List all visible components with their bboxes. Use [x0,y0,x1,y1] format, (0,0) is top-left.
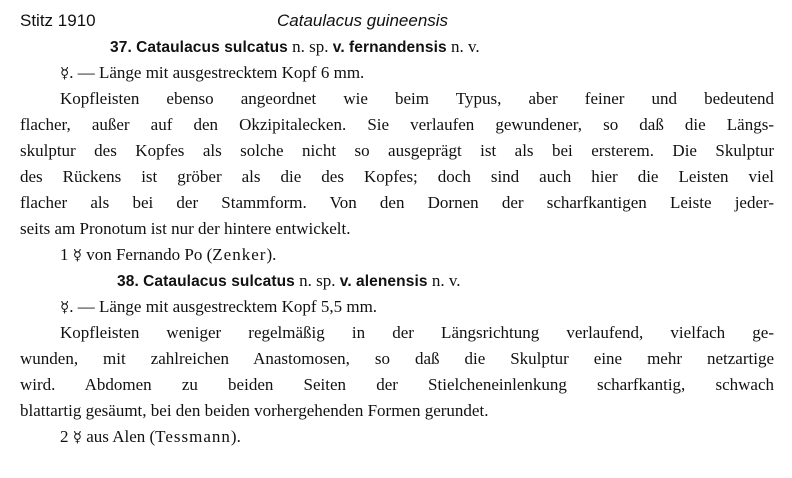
material-count: 2 [60,427,69,446]
heading-abbr-nv: n. v. [431,271,461,290]
section-38-para-line: wird. Abdomen zu beiden Seiten der Stielcheneinlenkung scharfkantig, schwach [20,375,774,394]
heading-abbr-nv: n. v. [450,37,480,56]
material-text: von Fernando Po ( [86,245,213,264]
section-37-para-line: flacher als bei der Stammform. Von den Dornen der scharfkantigen Leiste jeder- [20,193,774,212]
heading-abbr: n. sp. [299,271,336,290]
section-38-material [60,425,241,449]
collector-name: Tessmann [155,427,231,446]
section-38-measure [60,295,377,319]
worker-symbol-icon: ☿ [60,64,70,82]
heading-abbr: n. sp. [292,37,329,56]
running-title: Cataulacus guineensis [277,11,449,30]
material-count: 1 [60,245,69,264]
heading-species: Cataulacus sulcatus [143,273,295,290]
section-37-material [60,243,276,267]
heading-species: Cataulacus sulcatus [136,39,288,56]
section-38-para-line: blattartig gesäumt, bei den beiden vorhergehenden Formen gerundet. [20,401,489,420]
heading-number: 37. [110,39,132,56]
section-37-para-line: Kopfleisten ebenso angeordnet wie beim Typus, aber feiner und bedeutend [60,89,774,108]
material-text: aus Alen ( [86,427,156,446]
section-37-para-line: des Rückens ist gröber als die des Kopfes; doch sind auch hier die Leisten viel [20,167,774,186]
measure-text: . — Länge mit ausgestrecktem Kopf 6 mm. [69,63,365,82]
section-37-para-line: flacher, außer auf den Okzipitalecken. Sie verlaufen gewundener, so daß die Längs- [20,115,774,134]
section-37-para-line: seits am Pronotum ist nur der hintere entwickelt. [20,219,351,238]
section-38-para-line: wunden, mit zahlreichen Anastomosen, so daß die Skulptur eine mehr netzartige [20,349,774,368]
worker-symbol-icon: ☿ [72,246,82,264]
heading-v: v. [332,39,345,56]
heading-variety: alenensis [356,273,428,290]
worker-symbol-icon: ☿ [60,298,70,316]
collector-name: Zenker [212,245,267,264]
author-year: Stitz 1910 [20,11,96,30]
material-close: ). [266,245,277,264]
worker-symbol-icon: ☿ [72,428,82,446]
heading-v: v. [339,273,352,290]
section-37-heading [110,35,480,60]
page-header [0,10,792,32]
measure-text: . — Länge mit ausgestrecktem Kopf 5,5 mm. [69,297,378,316]
section-38-para-line: Kopfleisten weniger regelmäßig in der Längsrichtung verlaufend, vielfach ge- [60,323,774,342]
heading-number: 38. [117,273,139,290]
section-37-para-line: skulptur des Kopfes als solche nicht so ausgeprägt ist als bei ersterem. Die Skulptur [20,141,774,160]
heading-variety: fernandensis [349,39,447,56]
section-37-measure [60,61,364,85]
material-close: ). [230,427,241,446]
section-38-heading [117,269,460,294]
